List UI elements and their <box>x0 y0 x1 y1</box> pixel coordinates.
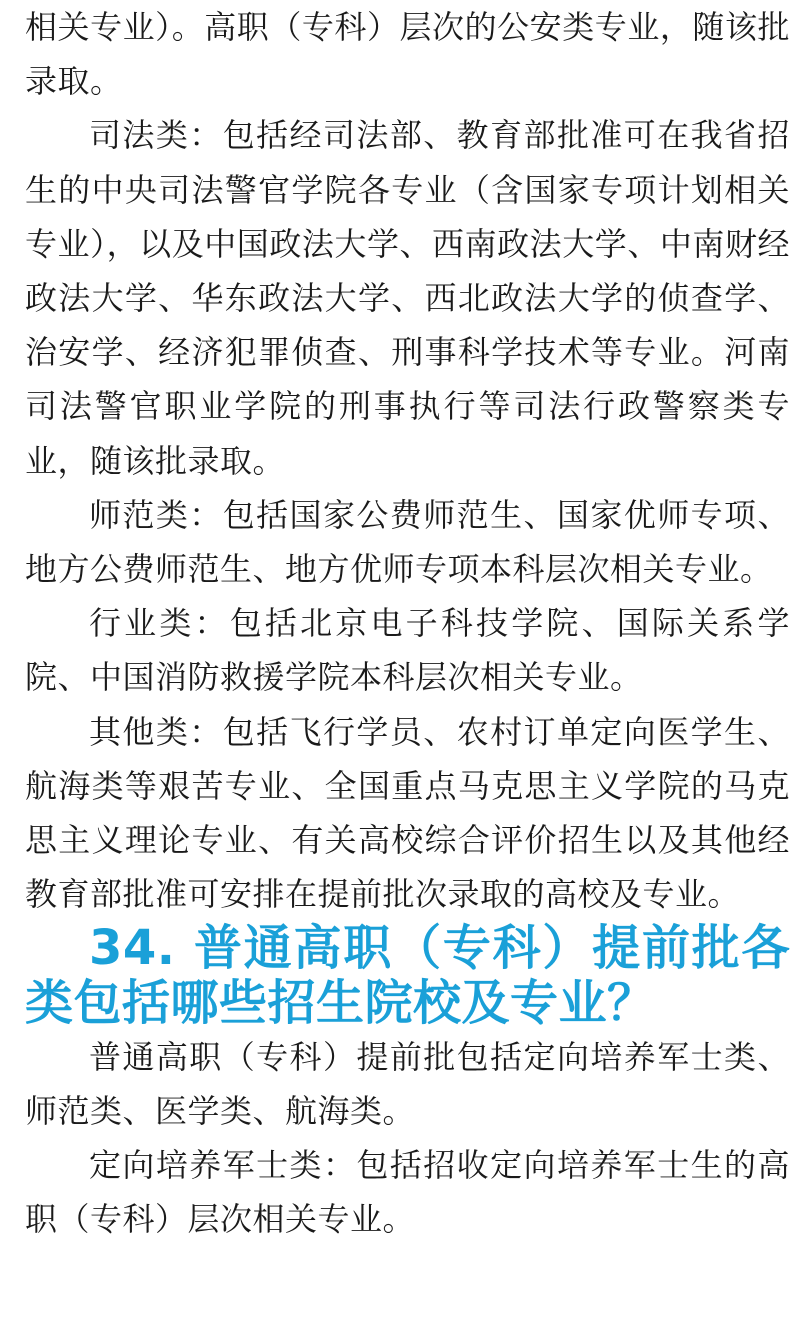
paragraph-public-security-continued: 相关专业）。高职（专科）层次的公安类专业，随该批录取。 <box>25 8 790 101</box>
paragraph-industry-category: 行业类：包括北京电子科技学院、国际关系学院、中国消防救援学院本科层次相关专业。 <box>25 604 790 697</box>
question-number: 34. <box>89 920 176 977</box>
paragraph-vocational-overview: 普通高职（专科）提前批包括定向培养军士类、师范类、医学类、航海类。 <box>25 1037 790 1131</box>
question-text: 普通高职（专科）提前批各类包括哪些招生院校及专业？ <box>25 920 790 1031</box>
question-heading <box>25 921 790 1029</box>
paragraph-military-category: 定向培养军士类：包括招收定向培养军士生的高职（专科）层次相关专业。 <box>25 1146 790 1239</box>
document-page <box>25 0 790 1247</box>
paragraph-judicial-category: 司法类：包括经司法部、教育部批准可在我省招生的中央司法警官学院各专业（含国家专项计划相关专业），以及中国政法大学、西南政法大学、中南财经政法大学、华东政法大学、西北政法大学的侦查学、治安学、经济犯罪侦查、刑事科学技术等专业。河南司法警官职业学院的刑事执行等司法行政警察类专业，随该批录取。 <box>25 116 790 480</box>
paragraph-other-category: 其他类：包括飞行学员、农村订单定向医学生、航海类等艰苦专业、全国重点马克思主义学院的马克思主义理论专业、有关高校综合评价招生以及其他经教育部批准可安排在提前批次录取的高校及专业。 <box>25 712 790 914</box>
paragraph-normal-category: 师范类：包括国家公费师范生、国家优师专项、地方公费师范生、地方优师专项本科层次相关专业。 <box>25 495 790 589</box>
